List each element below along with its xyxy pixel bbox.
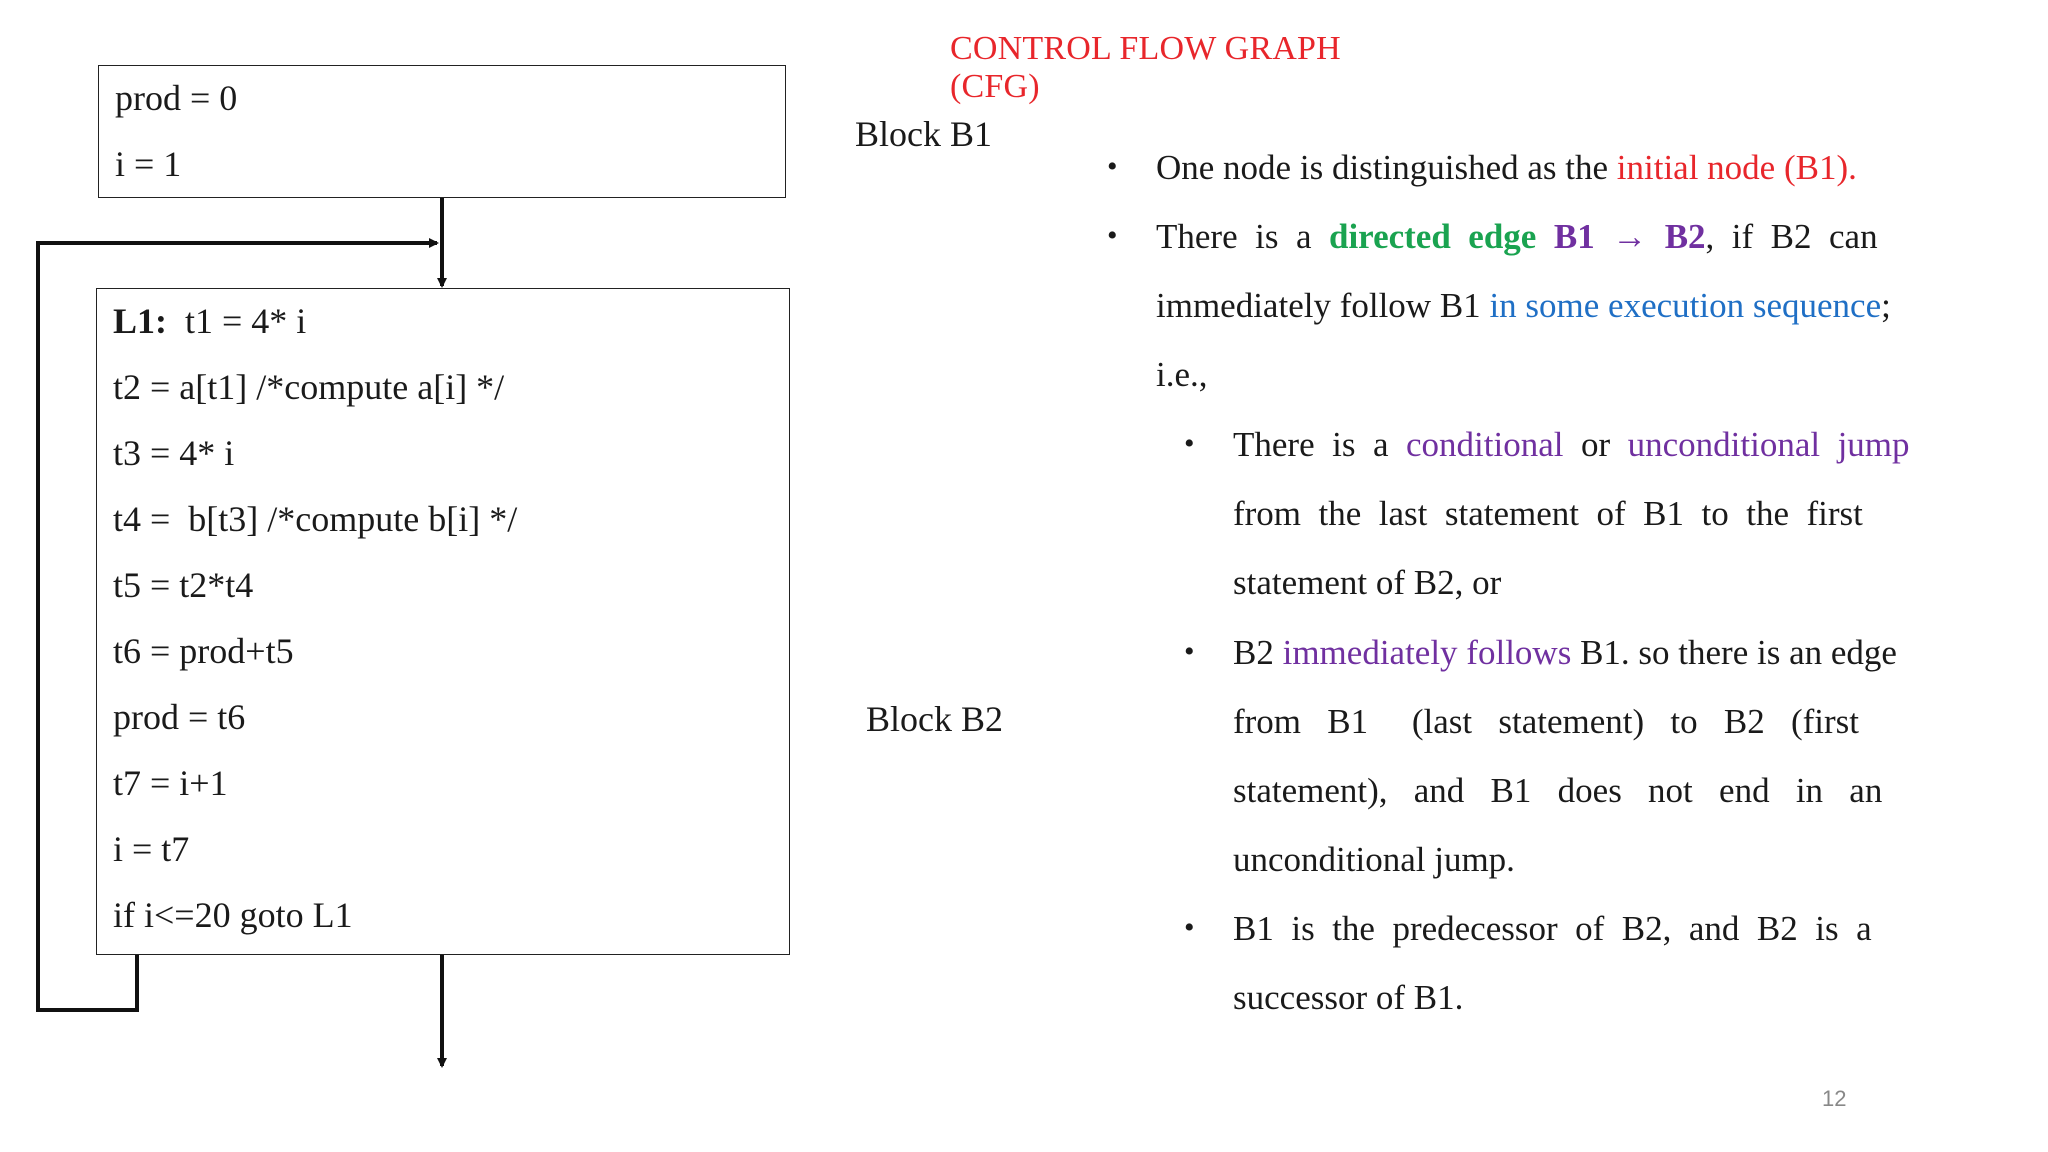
b2-line-6: t6 = prod+t5: [113, 631, 294, 671]
sub-bullet-dot-2: •: [1184, 635, 1195, 668]
sub-1-mid: or: [1563, 425, 1628, 464]
unconditional-jump-text: unconditional jump: [1627, 425, 1910, 464]
sub-bullet-1-line-2: from the last statement of B1 to the first: [1233, 494, 1863, 533]
b2-line-8: t7 = i+1: [113, 763, 228, 803]
conditional-text: conditional: [1405, 425, 1564, 464]
sub-1-pre: There is a: [1233, 425, 1406, 464]
b2-line-2: t2 = a[t1] /*compute a[i] */: [113, 367, 505, 407]
b2-line-1-text: t1 = 4* i: [167, 301, 307, 341]
bullet-2-line-3: i.e.,: [1156, 355, 1208, 394]
immediately-follows-text: immediately follows: [1282, 633, 1572, 672]
page-number: 12: [1822, 1086, 1847, 1111]
b2-line-9: i = t7: [113, 829, 190, 869]
bullet-2-l2-pre: immediately follow B1: [1156, 286, 1490, 325]
sub-2-post: B1. so there is an edge: [1571, 633, 1897, 672]
label-l1: L1:: [113, 301, 167, 341]
bullet-1-text: One node is distinguished as the: [1156, 148, 1617, 187]
sub-bullet-3-line-2: successor of B1.: [1233, 978, 1464, 1017]
edge-loop-back: [38, 243, 437, 1010]
b1-line-2: i = 1: [115, 144, 182, 184]
bullet-2-line-2: [1156, 288, 1891, 323]
bullet-2-post: , if B2 can: [1705, 217, 1878, 256]
b2-line-4: t4 = b[t3] /*compute b[i] */: [113, 499, 518, 539]
bullet-dot-2: •: [1107, 219, 1118, 252]
b1-line-1: prod = 0: [115, 78, 238, 118]
sub-bullet-1-line-3: statement of B2, or: [1233, 563, 1502, 602]
sub-bullet-2-line-4: unconditional jump.: [1233, 840, 1515, 879]
b2-line-5: t5 = t2*t4: [113, 565, 254, 605]
bullet-1: [1156, 150, 1857, 185]
bullet-2-line-1: [1156, 219, 1878, 254]
sub-bullet-3-line-1: B1 is the predecessor of B2, and B2 is a: [1233, 909, 1872, 948]
sub-bullet-2-line-1: [1233, 635, 1897, 670]
sub-bullet-1-line-1: [1233, 427, 1910, 462]
bullet-2-l2-post: ;: [1881, 286, 1891, 325]
b2-line-7: prod = t6: [113, 697, 246, 737]
sub-bullet-2-line-2: from B1 (last statement) to B2 (first: [1233, 702, 1860, 741]
sub-2-pre: B2: [1233, 633, 1283, 672]
block-b1-label: Block B1: [855, 114, 993, 154]
initial-node-text: initial node (B1).: [1616, 148, 1857, 187]
sub-bullet-dot-3: •: [1184, 911, 1195, 944]
b2-line-10: if i<=20 goto L1: [113, 895, 353, 935]
block-b2-label: Block B2: [866, 699, 1004, 739]
execution-sequence-text: in some execution sequence: [1489, 286, 1882, 325]
b2-line-3: t3 = 4* i: [113, 433, 235, 473]
bullet-dot-1: •: [1107, 150, 1118, 183]
directed-edge-text: directed edge: [1328, 217, 1537, 256]
slide-title: CONTROL FLOW GRAPH (CFG): [950, 30, 1341, 105]
bullet-2-pre: There is a: [1156, 217, 1329, 256]
sub-bullet-2-line-3: statement), and B1 does not end in an: [1233, 771, 1883, 810]
b1-b2-edge-text: B1 → B2: [1553, 217, 1706, 256]
sub-bullet-dot-1: •: [1184, 427, 1195, 460]
